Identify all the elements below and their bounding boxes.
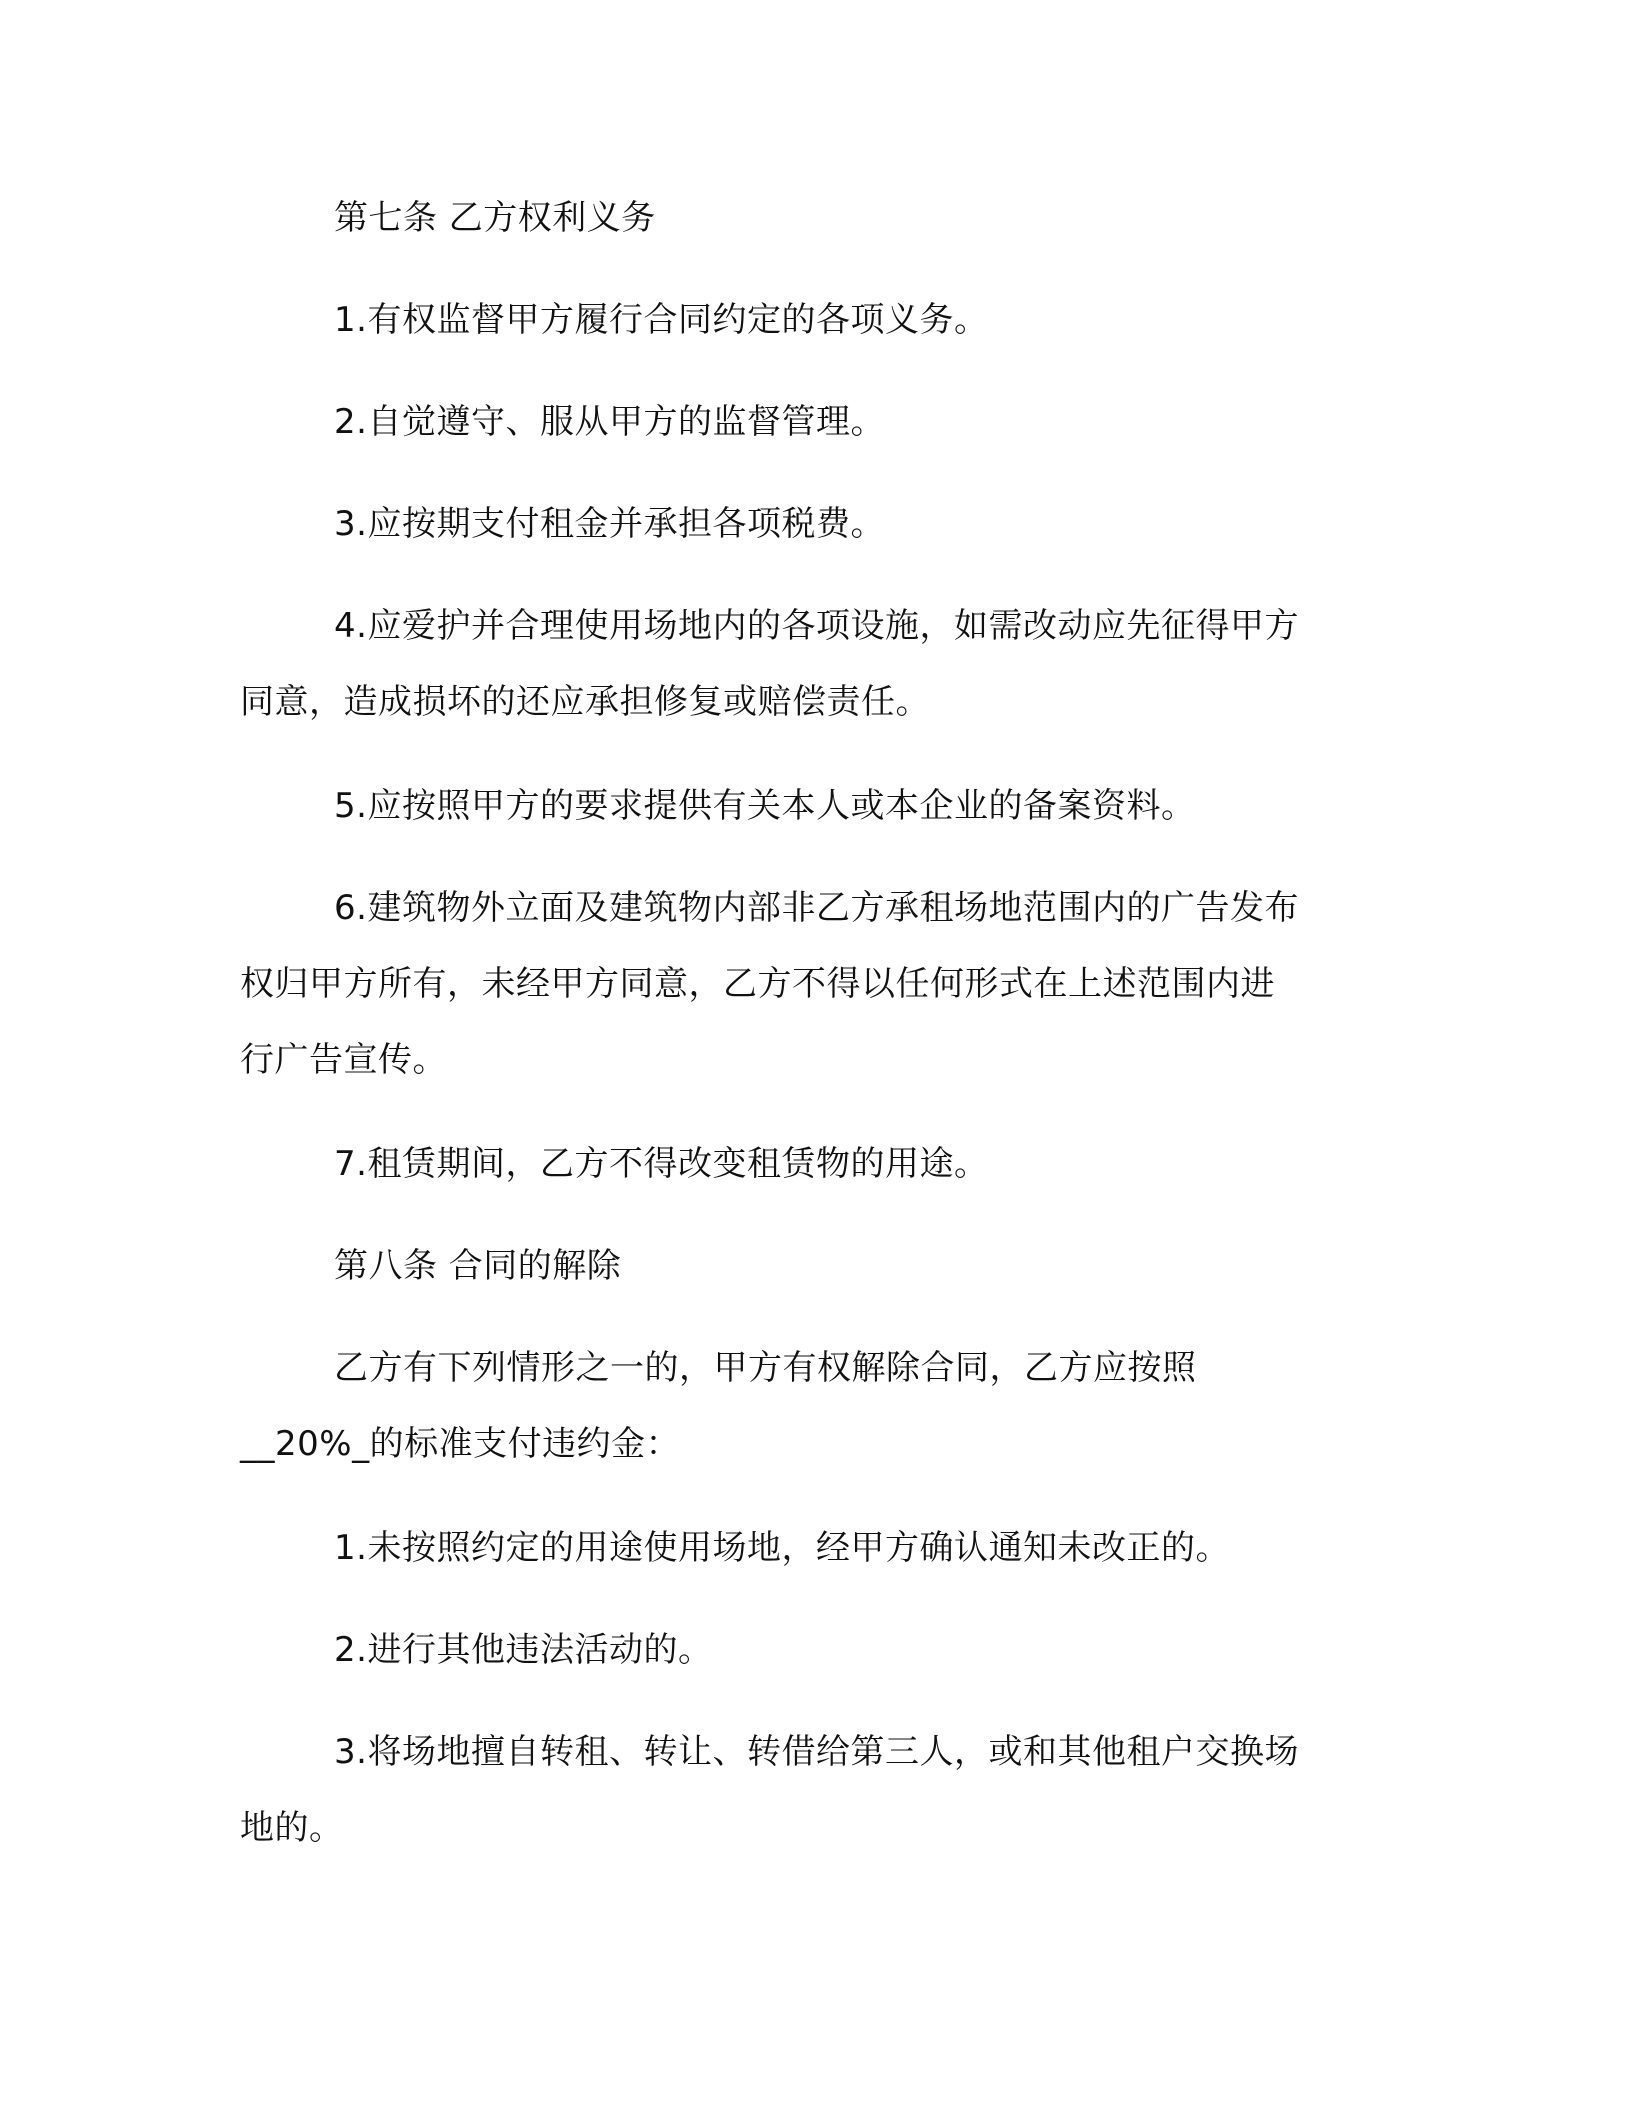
article-7-item-7: 7.租赁期间，乙方不得改变租赁物的用途。: [334, 1144, 989, 1184]
article-8-intro-line-1: 乙方有下列情形之一的，甲方有权解除合同，乙方应按照: [334, 1348, 1197, 1388]
article-7-heading: 第七条 乙方权利义务: [334, 198, 656, 238]
article-7-item-1: 1.有权监督甲方履行合同约定的各项义务。: [334, 300, 989, 340]
article-8-item-1: 1.未按照约定的用途使用场地，经甲方确认通知未改正的。: [334, 1528, 1230, 1568]
article-8-item-3-line-1: 3.将场地擅自转租、转让、转借给第三人，或和其他租户交换场: [334, 1732, 1299, 1772]
article-8-item-3-line-2: 地的。: [240, 1808, 344, 1848]
article-8-intro-line-2: __20%_的标准支付违约金：: [240, 1424, 681, 1464]
article-7-item-2: 2.自觉遵守、服从甲方的监督管理。: [334, 402, 885, 442]
article-7-item-6-line-2: 权归甲方所有，未经甲方同意，乙方不得以任何形式在上述范围内进: [240, 964, 1275, 1004]
article-8-heading: 第八条 合同的解除: [334, 1246, 622, 1286]
article-7-item-3: 3.应按期支付租金并承担各项税费。: [334, 504, 885, 544]
article-7-item-6-line-3: 行广告宣传。: [240, 1040, 447, 1080]
article-7-item-5: 5.应按照甲方的要求提供有关本人或本企业的备案资料。: [334, 786, 1196, 826]
article-7-item-4-line-2: 同意，造成损坏的还应承担修复或赔偿责任。: [240, 682, 930, 722]
article-8-item-2: 2.进行其他违法活动的。: [334, 1630, 713, 1670]
article-7-item-6-line-1: 6.建筑物外立面及建筑物内部非乙方承租场地范围内的广告发布: [334, 888, 1299, 928]
article-7-item-4-line-1: 4.应爱护并合理使用场地内的各项设施，如需改动应先征得甲方: [334, 606, 1299, 646]
